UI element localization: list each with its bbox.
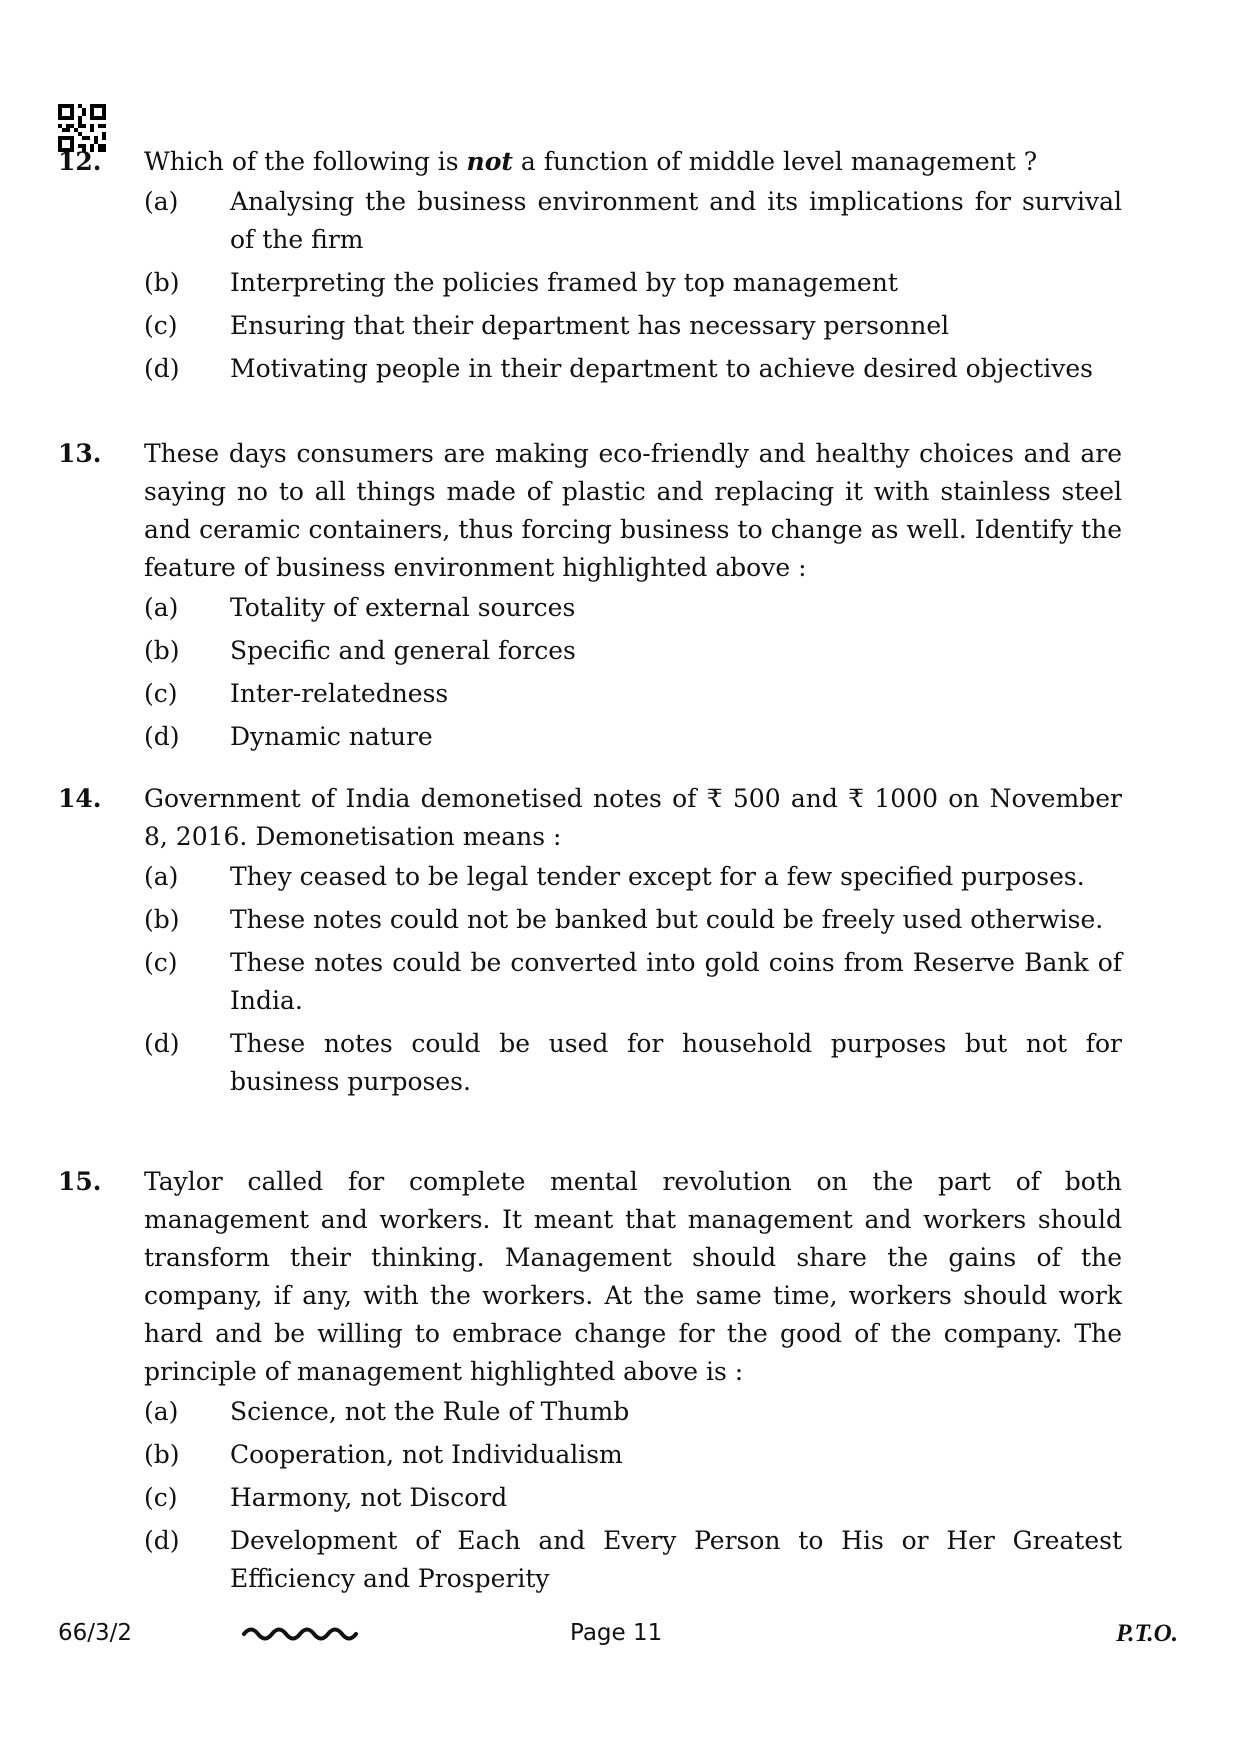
option-a	[144, 1393, 1122, 1431]
option-text: Dynamic nature	[230, 722, 433, 751]
option-text: Interpreting the policies framed by top management	[230, 268, 898, 297]
question-text	[144, 143, 1122, 181]
option-text: Cooperation, not Individualism	[230, 1440, 623, 1469]
option-label: (a)	[144, 1397, 179, 1426]
option-b	[144, 632, 1122, 670]
option-b	[144, 264, 1122, 302]
option-text: Development of Each and Every Person to His or Her Greatest Efficiency and Prosperity	[230, 1526, 1122, 1593]
option-d	[144, 350, 1122, 388]
option-a	[144, 183, 1122, 259]
option-c	[144, 1479, 1122, 1517]
option-label: (c)	[144, 948, 178, 977]
page-number: Page 11	[570, 1620, 663, 1646]
option-label: (d)	[144, 1029, 180, 1058]
option-b	[144, 1436, 1122, 1474]
option-text: Harmony, not Discord	[230, 1483, 508, 1512]
question-number: 14.	[58, 784, 102, 813]
option-text: Specific and general forces	[230, 636, 576, 665]
option-label: (d)	[144, 1526, 180, 1555]
question-text-part: a function of middle level management ?	[512, 147, 1038, 176]
question-number: 12.	[58, 147, 102, 176]
option-d	[144, 718, 1122, 756]
option-text: Ensuring that their department has necessary personnel	[230, 311, 950, 340]
option-c	[144, 944, 1122, 1020]
option-label: (d)	[144, 354, 180, 383]
option-text: Analysing the business environment and its implications for survival of the firm	[230, 187, 1122, 254]
option-label: (b)	[144, 905, 180, 934]
option-label: (b)	[144, 268, 180, 297]
option-text: These notes could be converted into gold coins from Reserve Bank of India.	[230, 948, 1122, 1015]
option-label: (c)	[144, 311, 178, 340]
option-label: (d)	[144, 722, 180, 751]
option-d	[144, 1025, 1122, 1101]
question-14	[58, 780, 1122, 1106]
option-text: These notes could not be banked but could be freely used otherwise.	[230, 905, 1104, 934]
option-b	[144, 901, 1122, 939]
question-15	[58, 1163, 1122, 1603]
option-a	[144, 858, 1122, 896]
option-d	[144, 1522, 1122, 1598]
option-label: (a)	[144, 593, 179, 622]
option-text: Inter-relatedness	[230, 679, 449, 708]
please-turn-over: P.T.O.	[1116, 1620, 1178, 1647]
option-text: Motivating people in their department to achieve desired objectives	[230, 354, 1094, 383]
question-number: 13.	[58, 439, 102, 468]
option-c	[144, 307, 1122, 345]
option-label: (b)	[144, 1440, 180, 1469]
option-text: Totality of external sources	[230, 593, 576, 622]
question-text: Taylor called for complete mental revolution on the part of both management and workers. It meant that management and workers should transform their thinking. Management should share the gains of the company, if any, with the workers. At the same time, workers should work hard and be willing to embrace change for the good of the company. The principle of management highlighted above is :	[144, 1167, 1122, 1386]
option-label: (b)	[144, 636, 180, 665]
tilde-ornament-icon	[240, 1616, 360, 1646]
page-footer	[58, 1620, 1178, 1660]
question-12	[58, 143, 1122, 393]
option-c	[144, 675, 1122, 713]
option-label: (a)	[144, 862, 179, 891]
question-13	[58, 435, 1122, 761]
question-text-part: Which of the following is	[144, 147, 467, 176]
option-a	[144, 589, 1122, 627]
option-text: These notes could be used for household purposes but not for business purposes.	[230, 1029, 1122, 1096]
paper-code: 66/3/2	[58, 1620, 133, 1646]
question-number: 15.	[58, 1167, 102, 1196]
option-label: (c)	[144, 679, 178, 708]
question-text-emphasis: not	[466, 147, 513, 176]
question-text: These days consumers are making eco-friendly and healthy choices and are saying no to all things made of plastic and replacing it with stainless steel and ceramic containers, thus forcing business to change as well. Identify the feature of business environment highlighted above :	[144, 439, 1122, 582]
option-text: They ceased to be legal tender except for a few specified purposes.	[230, 862, 1085, 891]
option-label: (a)	[144, 187, 179, 216]
option-text: Science, not the Rule of Thumb	[230, 1397, 630, 1426]
option-label: (c)	[144, 1483, 178, 1512]
question-text: Government of India demonetised notes of ₹ 500 and ₹ 1000 on November 8, 2016. Demonetisation means :	[144, 784, 1122, 851]
